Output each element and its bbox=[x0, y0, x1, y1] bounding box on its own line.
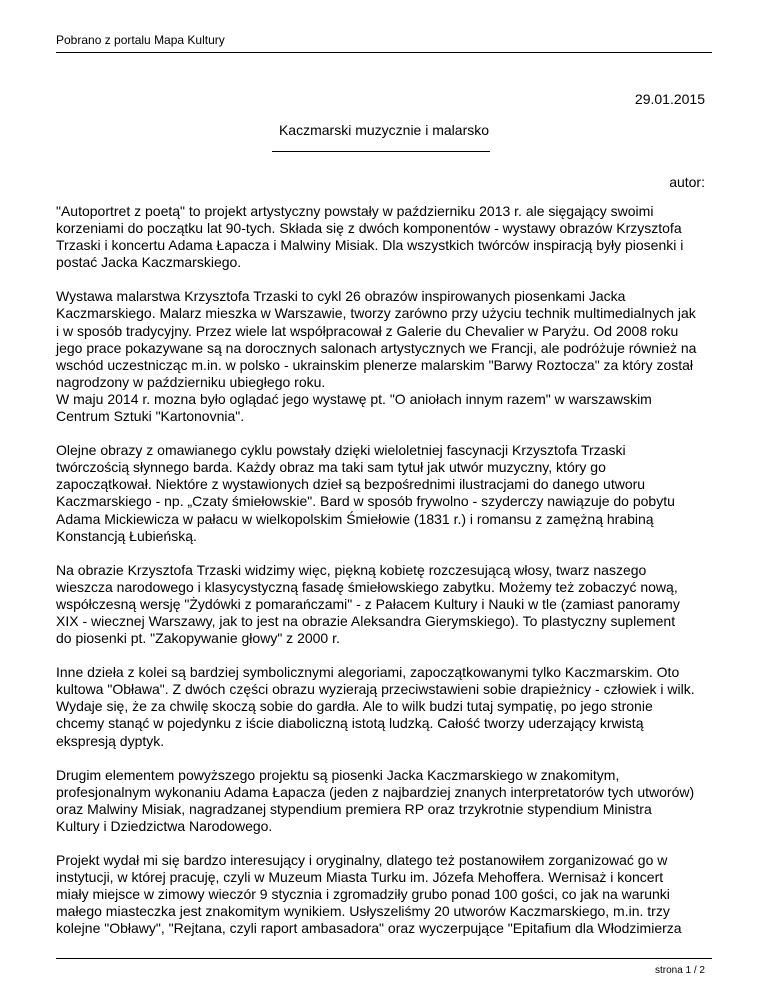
article-date: 29.01.2015 bbox=[634, 91, 705, 107]
paragraph: "Autoportret z poetą" to projekt artystyczny powstały w październiku 2013 r. ale sięgający swoimi korzeniami do początku lat 90-tych. Składa się z dwóch komponentów - wystawy obrazów Krzysztofa Trzaski i koncertu Adama Łapacza i Malwiny Misiak. Dla wszystkich twórców inspiracją były piosenki i postać Jacka Kaczmarskiego. bbox=[56, 203, 684, 271]
paragraph: Olejne obrazy z omawianego cyklu powstały dzięki wieloletniej fascynacji Krzysztofa Trzaski twórczością słynnego barda. Każdy obraz ma taki sam tytuł jak utwór muzyczny, który go zapoczątkował. Niektóre z wystawionych dzieł są bezpośrednimi ilustracjami do danego utworu Kaczmarskiego - np. „Czaty śmiełowskie". Bard w sposób frywolno - szyderczy nawiązuje do pobytu Adama Mickiewicza w pałacu w wielkopolskim Śmiełowie (1831 r.) i romansu z zamężną hrabiną Konstancją Łubieńską. bbox=[56, 442, 675, 544]
page-number: strona 1 / 2 bbox=[654, 965, 705, 976]
author-label: autor: bbox=[669, 174, 705, 190]
paragraph: Inne dzieła z kolei są bardziej symbolicznymi alegoriami, zapoczątkowanymi tylko Kaczmarskim. Oto kultowa "Obława". Z dwóch części obrazu wyzierają przeciwstawieni sobie drapieżnicy - człowiek i wilk. Wydaje się, że za chwilę skoczą sobie do gardła. Ale to wilk budzi tutaj sympatię, po jego stronie chcemy stanąć w pojedynku z iście diaboliczną istotą ludzką. Całość tworzy uderzający krwistą ekspresją dyptyk. bbox=[56, 664, 695, 749]
article-body bbox=[56, 203, 712, 954]
paragraph: Wystawa malarstwa Krzysztofa Trzaski to cykl 26 obrazów inspirowanych piosenkami Jacka Kaczmarskiego. Malarz mieszka w Warszawie, tworzy zarówno przy użyciu technik multimedialnych jak i w sposób tradycyjny. Przez wiele lat współpracował z Galerie du Chevalier w Paryżu. Od 2008 roku jego prace pokazywane są na dorocznych salonach artystycznych we Francji, ale podróżuje również na wschód uczestnicząc m.in. w polsko - ukrainskim plenerze malarskim "Barwy Roztocza" za który został nagrodzony w październiku ubiegłego roku. W maju 2014 r. mozna było oglądać jego wystawę pt. "O aniołach innym razem" w warszawskim Centrum Sztuki "Kartonovnia". bbox=[56, 288, 697, 425]
page-header-source: Pobrano z portalu Mapa Kultury bbox=[56, 33, 225, 47]
paragraph: Na obrazie Krzysztofa Trzaski widzimy więc, piękną kobietę rozczesującą włosy, twarz naszego wieszcza narodowego i klasycystyczną fasadę śmiełowskiego zabytku. Możemy też zobaczyć nową, współczesną wersję "Żydówki z pomarańczami" - z Pałacem Kultury i Nauki w tle (zamiast panoramy XIX - wiecznej Warszawy, jak to jest na obrazie Aleksandra Gierymskiego). To plastyczny suplement do piosenki pt. "Zakopywanie głowy" z 2000 r. bbox=[56, 561, 680, 647]
paragraph: Drugim elementem powyższego projektu są piosenki Jacka Kaczmarskiego w znakomitym, profesjonalnym wykonaniu Adama Łapacza (jeden z najbardziej znanych interpretatorów tych utworów) oraz Malwiny Misiak, nagradzanej stypendium premiera RP oraz trzykrotnie stypendium Ministra Kultury i Dziedzictwa Narodowego. bbox=[56, 766, 695, 834]
footer-divider bbox=[56, 958, 712, 959]
article-title: Kaczmarski muzycznie i malarsko bbox=[278, 122, 490, 138]
title-underline bbox=[272, 151, 490, 152]
header-divider bbox=[56, 52, 712, 53]
paragraph: Projekt wydał mi się bardzo interesujący i oryginalny, dlatego też postanowiłem zorganizować go w instytucji, w której pracuję, czyli w Muzeum Miasta Turku im. Józefa Mehoffera. Wernisaż i koncert miały miejsce w zimowy wieczór 9 stycznia i zgromadziły grubo ponad 100 gości, co jak na warunki małego miasteczka jest znakomitym wynikiem. Usłyszeliśmy 20 utworów Kaczmarskiego, m.in. trzy kolejne "Obławy", "Rejtana, czyli raport ambasadora" oraz wyczerpujące "Epitafium dla Włodzimierza bbox=[56, 852, 682, 937]
